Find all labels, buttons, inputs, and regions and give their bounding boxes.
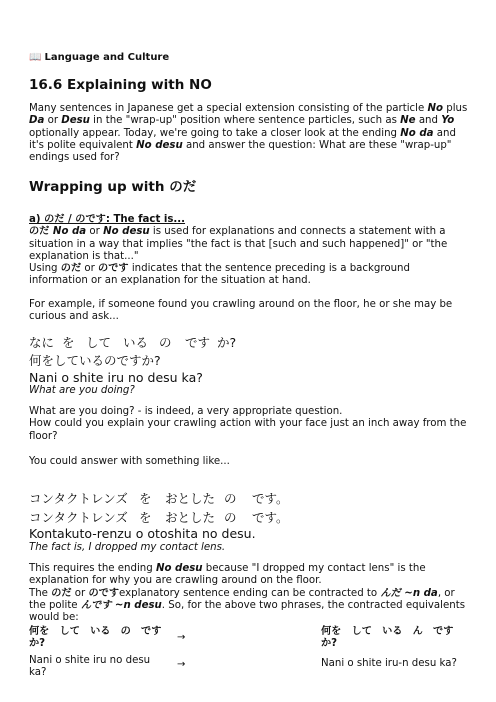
ex2-words-2: コンタクトレンズ を おとした の です。 bbox=[29, 510, 289, 525]
category-label: 📖 Language and Culture bbox=[29, 52, 170, 63]
ex1-romaji: Nani o shite iru no desu ka? bbox=[29, 370, 203, 385]
arrow-icon-2: → bbox=[177, 659, 186, 670]
paragraph-3: You could answer with something like... bbox=[29, 456, 230, 467]
table-left-romaji: Nani o shite iru no desu ka? bbox=[29, 655, 151, 679]
book-icon: 📖 bbox=[29, 52, 42, 63]
subsection-line-1: のだ No da or No desu is used for explanations and connects a statement with a situation in a way that implies "the fact is that [such and such happened]" or "the explanation is that..." bbox=[29, 226, 448, 262]
table-left-jp: 何を して いる の です か? bbox=[29, 626, 172, 650]
ex1-words: なに を して いる の です か? bbox=[29, 335, 237, 350]
paragraph-4: This requires the ending No desu because "I dropped my contact lens" is the explanation for why you are crawling around on the floor. The のだ or のですexplanatory sentence ending can be contracted to んだ ~n da, or the polite んです ~n desu. So, for the above two phrases, the contracted equivalents would be: bbox=[29, 563, 466, 624]
subsection-line-2: Using のだ or のです indicates that the sentence preceding is a background information or an explanation for the situation at hand. bbox=[29, 263, 410, 287]
paragraph-2: What are you doing? - is indeed, a very appropriate question. How could you explain your crawling action with your face just an inch away from the floor? bbox=[29, 406, 467, 442]
ex2-words: コンタクトレンズ を おとした の です。 bbox=[29, 491, 289, 506]
arrow-icon: → bbox=[177, 632, 186, 643]
ex2-romaji: Kontakuto-renzu o otoshita no desu. bbox=[29, 526, 256, 541]
table-right-jp: 何を して いる ん です か? bbox=[321, 626, 464, 650]
page-title: 16.6 Explaining with NO bbox=[29, 77, 212, 93]
table-right-romaji: Nani o shite iru-n desu ka? bbox=[321, 658, 457, 669]
intro-paragraph: Many sentences in Japanese get a special extension consisting of the particle No plus Da or Desu in the "wrap-up" position where sentence particles, such as Ne and Yo optionally appear. Today, we're going to take a closer look at the ending No da and it's polite equivalent No desu and answer the question: What are these "wrap-up" endings used for? bbox=[29, 103, 468, 164]
subsection-title: a) のだ / のです: The fact is... bbox=[29, 214, 186, 225]
ex1-sentence: 何をしているのですか? bbox=[29, 353, 161, 368]
subsection-a bbox=[29, 214, 469, 288]
example-intro: For example, if someone found you crawling around on the floor, he or she may be curious and ask... bbox=[29, 299, 453, 323]
ex1-translation: What are you doing? bbox=[29, 385, 135, 396]
section-heading: Wrapping up with のだ bbox=[29, 179, 197, 195]
ex2-translation: The fact is, I dropped my contact lens. bbox=[29, 542, 226, 553]
